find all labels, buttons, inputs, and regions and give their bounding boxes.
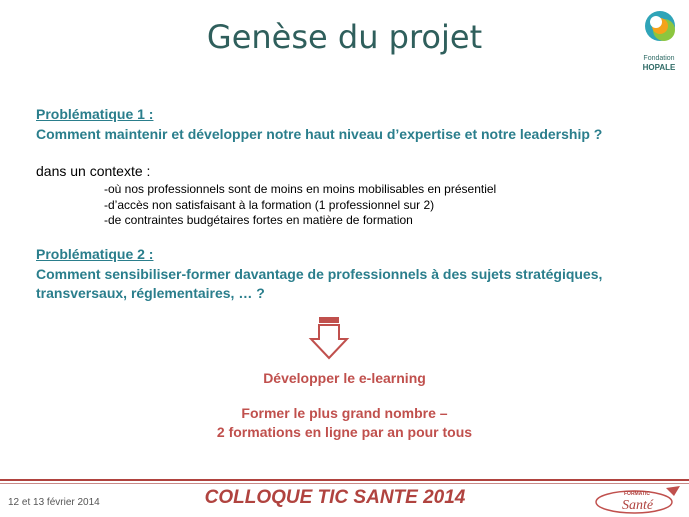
context-bullet: -de contraintes budgétaires fortes en matière de formation: [104, 213, 413, 227]
formatic-sante-logo: [594, 484, 684, 516]
conclusion-line2: Former le plus grand nombre –: [241, 405, 448, 421]
footer-event-title: COLLOQUE TIC SANTE 2014: [204, 487, 466, 508]
problem1-title: Problématique 1 :: [36, 106, 154, 122]
slide-title: Genèse du projet: [206, 18, 483, 56]
down-arrow-icon: [308, 315, 350, 360]
footer-divider-thin: [0, 483, 689, 484]
problem2-question-line2: transversaux, réglementaires, … ?: [36, 285, 265, 301]
problem1-question: Comment maintenir et développer notre haut niveau d’expertise et notre leadership ?: [36, 126, 603, 142]
problem2-title: Problématique 2 :: [36, 246, 154, 262]
conclusion-line1: Développer le e-learning: [263, 370, 426, 386]
formatic-logo-small-text: FORMATIC: [624, 491, 651, 497]
context-bullets: [104, 182, 496, 229]
conclusion-line3: 2 formations en ligne par an pour tous: [216, 424, 473, 440]
footer-date: 12 et 13 février 2014: [8, 497, 100, 508]
formatic-logo-big-text: Santé: [622, 498, 654, 513]
logo-line1: Fondation: [643, 55, 675, 62]
logo-label: [628, 54, 689, 72]
logo-line2: HOPALE: [642, 63, 676, 72]
context-intro: dans un contexte :: [36, 163, 151, 179]
context-bullet: -où nos professionnels sont de moins en moins mobilisables en présentiel: [104, 182, 497, 196]
problem2-question-line1: Comment sensibiliser-former davantage de professionnels à des sujets stratégiques,: [36, 266, 603, 282]
footer-divider: [0, 479, 689, 481]
context-bullet: -d’accès non satisfaisant à la formation (1 professionnel sur 2): [104, 197, 435, 212]
